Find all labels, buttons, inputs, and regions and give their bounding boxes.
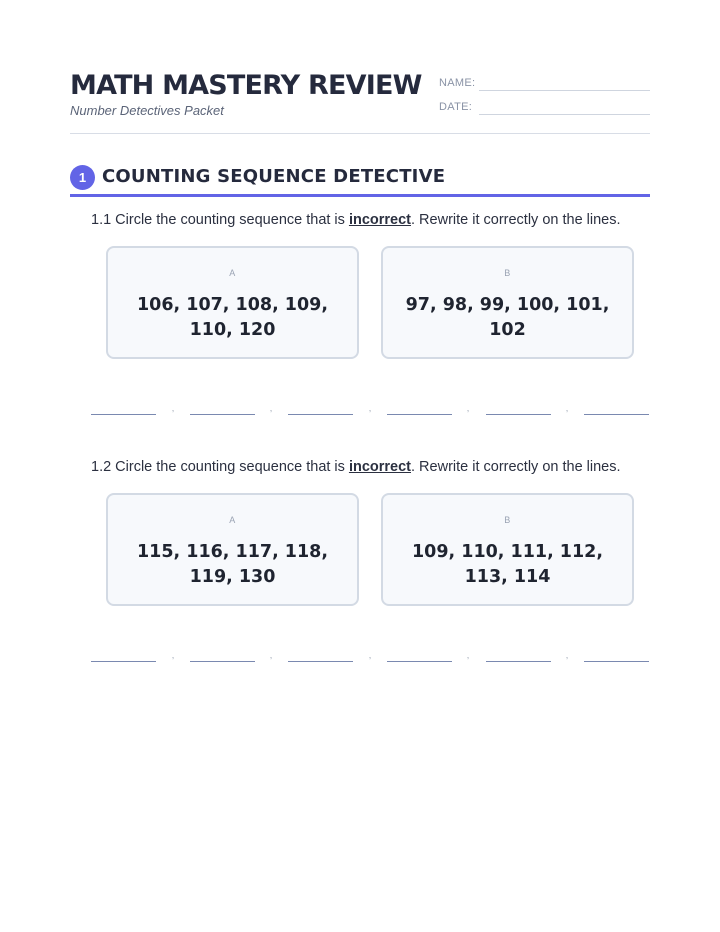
option-card-a[interactable] (106, 493, 359, 606)
name-label: NAME: (439, 77, 476, 89)
question-prompt (91, 459, 621, 475)
answer-blank-1[interactable] (91, 414, 156, 415)
separator: , (466, 403, 470, 413)
separator: , (368, 650, 372, 660)
section-title: COUNTING SEQUENCE DETECTIVE (102, 166, 446, 187)
separator: , (368, 403, 372, 413)
separator: , (269, 403, 273, 413)
prompt-text: 1.1 Circle the counting sequence that is (91, 212, 349, 228)
separator: , (171, 650, 175, 660)
page-title: MATH MASTERY REVIEW (70, 70, 422, 101)
section-divider (70, 194, 650, 197)
option-label: B (504, 268, 511, 278)
option-sequence: 109, 110, 111, 112, 113, 114 (412, 542, 603, 587)
prompt-keyword: incorrect (348, 212, 411, 228)
section-number-badge: 1 (70, 165, 95, 190)
separator: , (466, 650, 470, 660)
option-card-b[interactable] (381, 246, 634, 359)
answer-blank-1[interactable] (91, 661, 156, 662)
option-label: A (229, 268, 236, 278)
option-card-a[interactable] (106, 246, 359, 359)
question-prompt (91, 212, 621, 228)
answer-lines (91, 403, 650, 417)
prompt-text: 1.2 Circle the counting sequence that is (91, 459, 349, 475)
section-header (70, 164, 650, 196)
option-sequence: 97, 98, 99, 100, 101, 102 (405, 295, 610, 340)
option-sequence: 115, 116, 117, 118, 119, 130 (137, 542, 328, 587)
option-label: B (504, 515, 511, 525)
prompt-text-end: . Rewrite it correctly on the lines. (411, 212, 621, 228)
answer-blank-3[interactable] (288, 661, 353, 662)
prompt-keyword: incorrect (348, 459, 411, 475)
answer-blank-5[interactable] (486, 414, 551, 415)
date-field[interactable] (439, 100, 650, 116)
answer-blank-6[interactable] (584, 661, 649, 662)
option-sequence: 106, 107, 108, 109, 110, 120 (137, 295, 328, 340)
answer-blank-2[interactable] (190, 414, 255, 415)
answer-blank-5[interactable] (486, 661, 551, 662)
answer-blank-6[interactable] (584, 414, 649, 415)
answer-lines (91, 650, 650, 664)
separator: , (171, 403, 175, 413)
answer-blank-4[interactable] (387, 414, 452, 415)
prompt-text-end: . Rewrite it correctly on the lines. (411, 459, 621, 475)
answer-blank-4[interactable] (387, 661, 452, 662)
answer-blank-2[interactable] (190, 661, 255, 662)
name-line[interactable] (479, 90, 650, 91)
name-field[interactable] (439, 76, 650, 92)
option-label: A (229, 515, 236, 525)
header-divider (70, 133, 650, 134)
separator: , (565, 403, 569, 413)
date-line[interactable] (479, 114, 650, 115)
page-header (70, 70, 650, 136)
separator: , (565, 650, 569, 660)
option-card-b[interactable] (381, 493, 634, 606)
answer-blank-3[interactable] (288, 414, 353, 415)
page-subtitle: Number Detectives Packet (70, 103, 224, 118)
separator: , (269, 650, 273, 660)
date-label: DATE: (439, 101, 473, 113)
